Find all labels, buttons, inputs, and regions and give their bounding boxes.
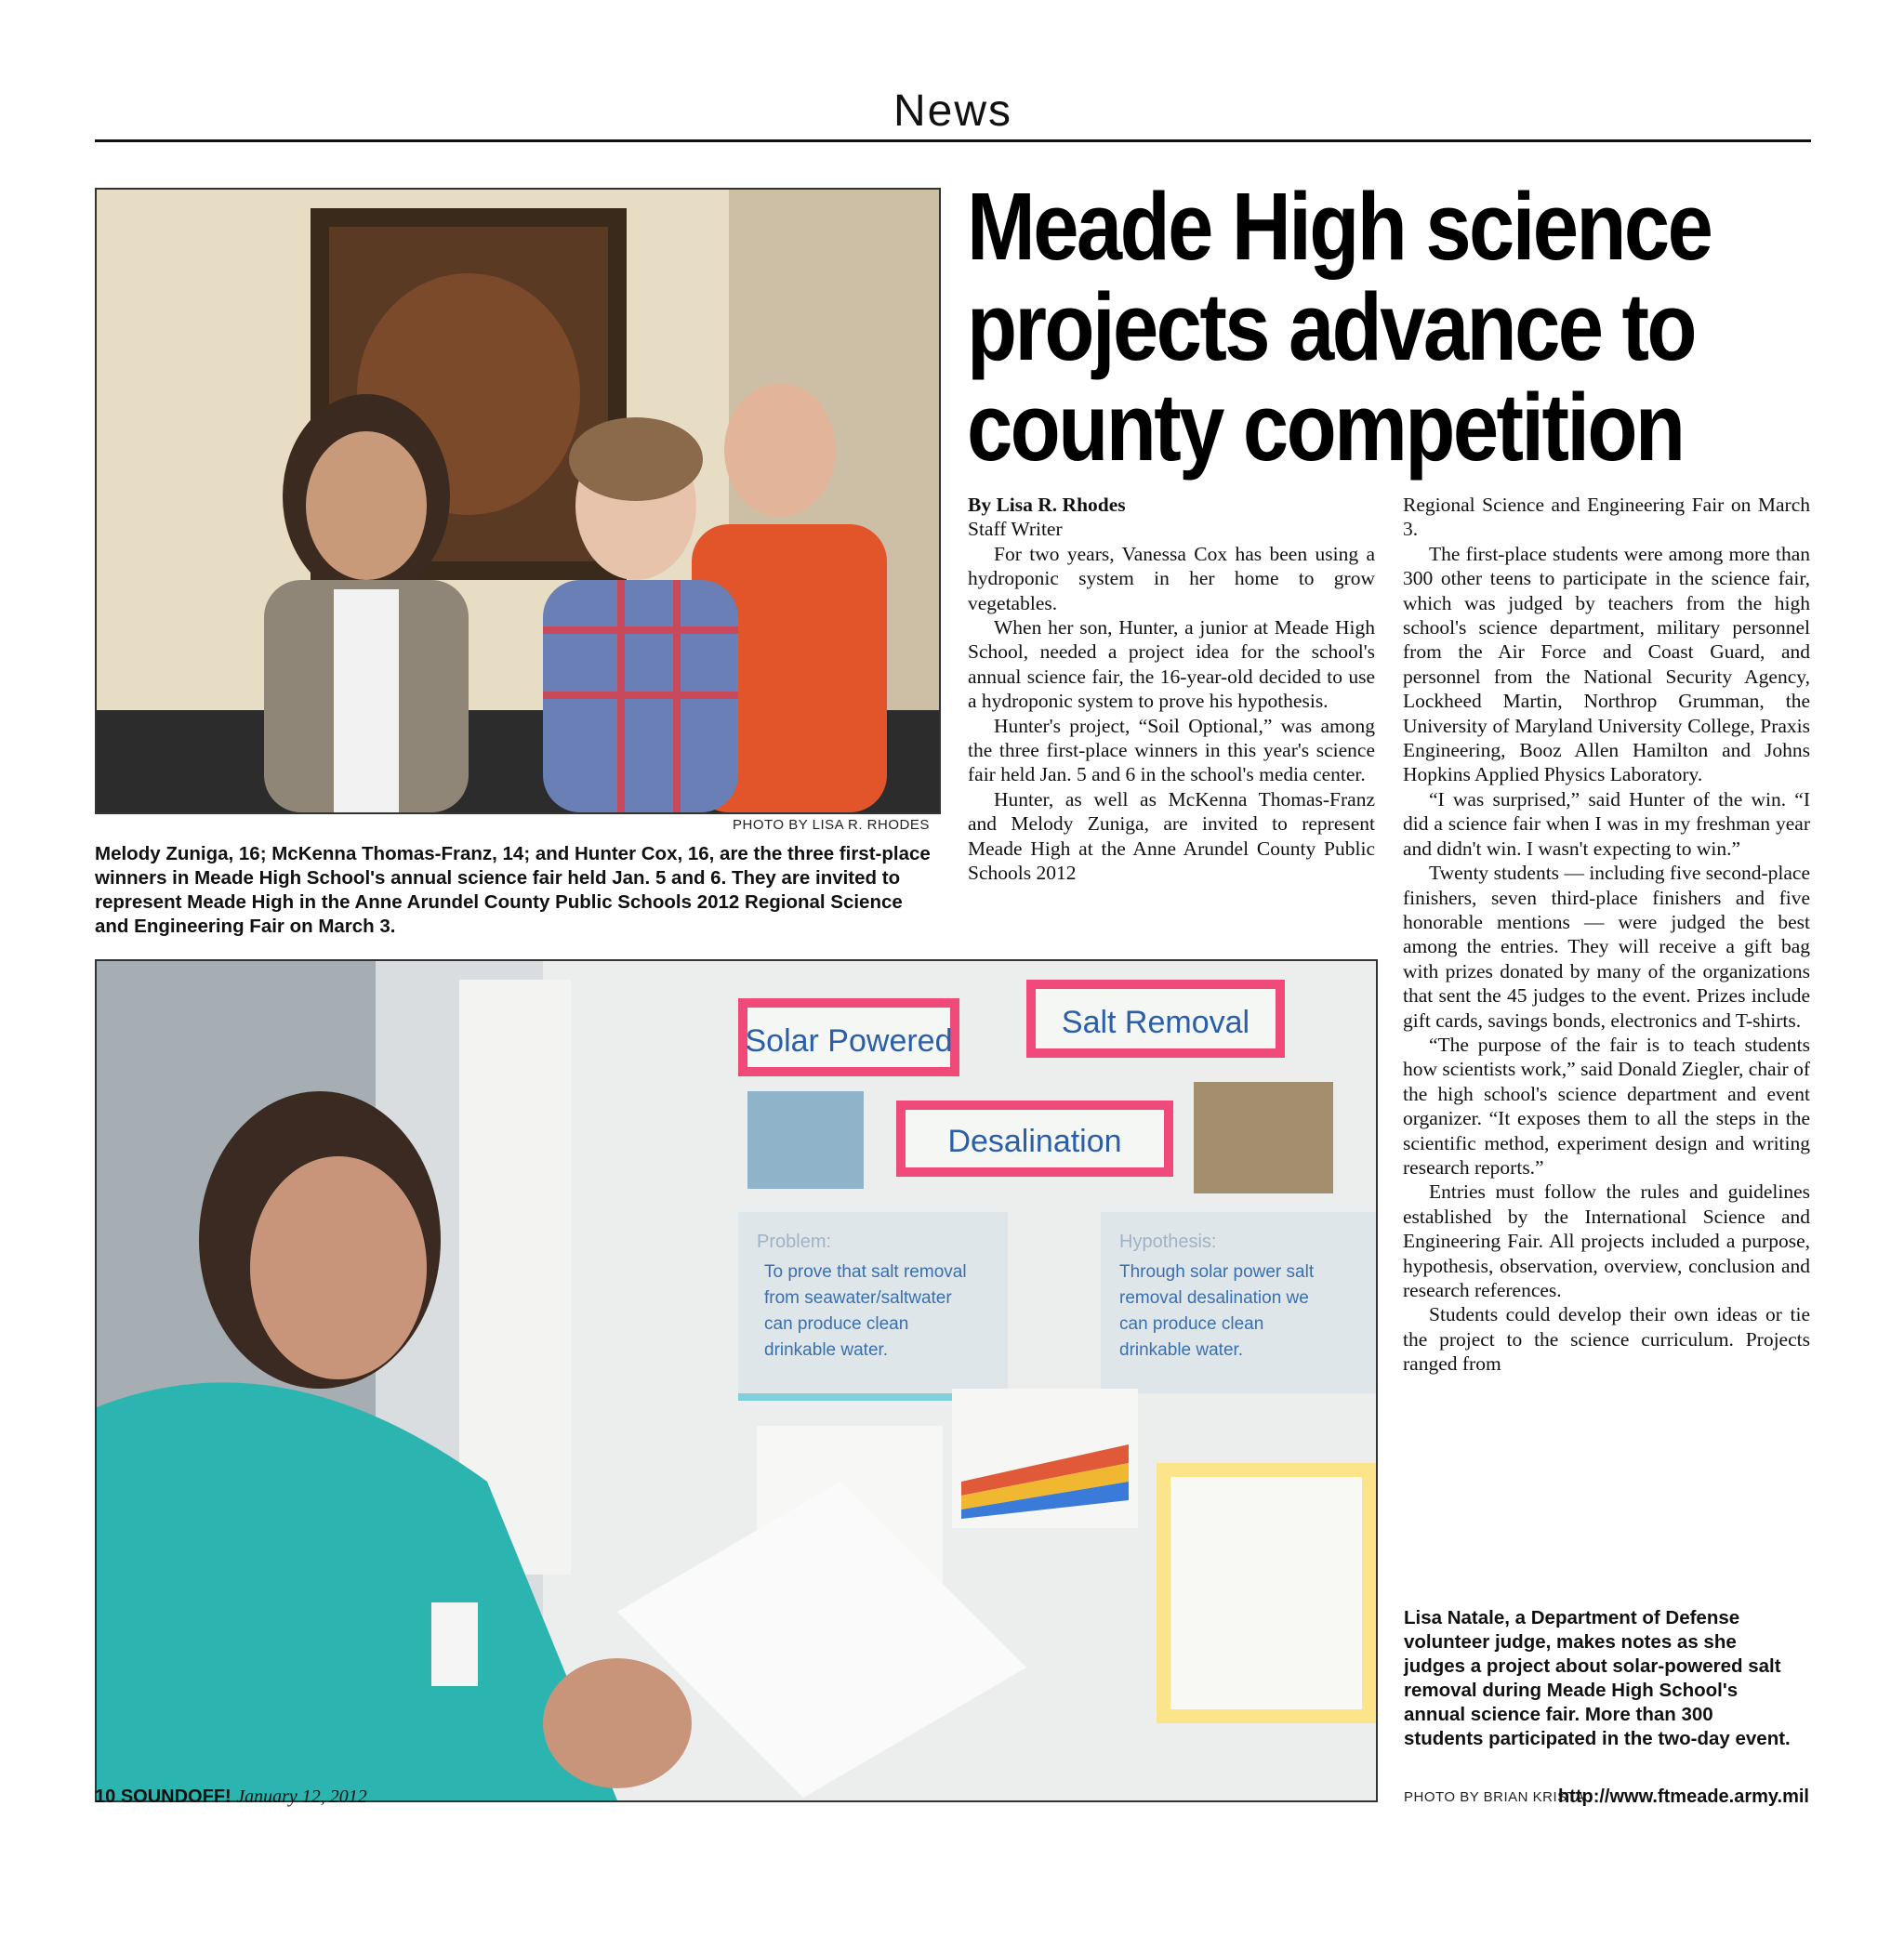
photo2-credit: PHOTO BY BRIAN KRISTA bbox=[1404, 1789, 1585, 1805]
section-rule bbox=[95, 139, 1811, 142]
headline-line-1: Meade High science bbox=[967, 173, 1712, 280]
hypothesis-line: removal desalination we bbox=[1119, 1288, 1309, 1308]
photo2-cutline: Lisa Natale, a Department of Defense volunteer judge, makes notes as she judges a project about solar-powered salt removal during Meade High School's annual science fair. More than 300 students participated in the two-day event. bbox=[1404, 1607, 1791, 1749]
hypothesis-line: drinkable water. bbox=[1119, 1340, 1244, 1360]
students-photo bbox=[95, 188, 941, 814]
publication-name: SOUNDOFF! bbox=[120, 1786, 231, 1807]
headline bbox=[967, 173, 1712, 481]
photo1-credit: PHOTO BY LISA R. RHODES bbox=[733, 817, 930, 833]
paragraph: Entries must follow the rules and guidelines established by the International Science and Engineering Fair. All projects included a purpose, hypothesis, observation, overview, conclusion and research references. bbox=[1403, 1180, 1810, 1301]
headline-line-2: projects advance to bbox=[967, 273, 1695, 380]
paragraph: Twenty students — including five second-place finishers, seven third-place finishers and five honorable mentions — were judged the best among the entries. They will receive a gift bag with prizes donated by many of the organizations that sent the 45 judges to the event. Prizes include gift cards, savings bonds, electronics and T-shirts. bbox=[1403, 862, 1810, 1032]
board-label-desal: Desalination bbox=[947, 1124, 1122, 1159]
paragraph: “I was surprised,” said Hunter of the win. “I did a science fair when I was in my freshman year and didn't win. I wasn't expecting to win.” bbox=[1403, 787, 1810, 860]
problem-line: drinkable water. bbox=[764, 1340, 889, 1360]
problem-line: can produce clean bbox=[764, 1314, 909, 1334]
problem-heading: Problem: bbox=[757, 1232, 832, 1252]
paragraph: When her son, Hunter, a junior at Meade High School, needed a project idea for the school's annual science fair, the 16-year-old decided to use a hydroponic system to prove his hypothesis. bbox=[968, 616, 1375, 713]
science-board-photo bbox=[95, 959, 1378, 1802]
hypothesis-heading: Hypothesis: bbox=[1119, 1232, 1217, 1252]
article-column-2 bbox=[1403, 493, 1810, 1377]
page-number: 10 bbox=[95, 1786, 116, 1807]
byline-title: Staff Writer bbox=[968, 518, 1063, 541]
paragraph: Hunter, as well as McKenna Thomas-Franz and Melody Zuniga, are invited to represent Meade High at the Anne Arundel County Public Schools 2012 bbox=[968, 787, 1375, 885]
photo1-cutline: Melody Zuniga, 16; McKenna Thomas-Franz, 14; and Hunter Cox, 16, are the three first-place winners in Meade High School's annual science fair held Jan. 5 and 6. They are invited to represent Meade High in the Anne Arundel County Public Schools 2012 Regional Science and Engineering Fair on March 3. bbox=[95, 843, 931, 937]
paragraph-continued: Regional Science and Engineering Fair on March 3. bbox=[1403, 494, 1810, 541]
section-header: News bbox=[892, 86, 1013, 136]
byline: By Lisa R. Rhodes bbox=[968, 494, 1126, 516]
headline-line-3: county competition bbox=[967, 374, 1684, 481]
paragraph: Hunter's project, “Soil Optional,” was among the three first-place winners in this year's science fair held Jan. 5 and 6 in the school's media center. bbox=[968, 714, 1375, 786]
website-url[interactable]: http://www.ftmeade.army.mil bbox=[1557, 1786, 1809, 1807]
problem-line: To prove that salt removal bbox=[764, 1262, 967, 1282]
science-board-illustration bbox=[97, 961, 1376, 1800]
board-label-salt: Salt Removal bbox=[1061, 1005, 1250, 1040]
hypothesis-line: can produce clean bbox=[1119, 1314, 1264, 1334]
problem-line: from seawater/saltwater bbox=[764, 1288, 952, 1308]
page-folio bbox=[95, 1786, 367, 1808]
board-label-solar: Solar Powered bbox=[745, 1023, 953, 1059]
paragraph: The first-place students were among more than 300 other teens to participate in the science fair, which was judged by teachers from the high school's science department, military personnel from the Air Force and Coast Guard, and personnel from the National Security Agency, Lockheed Martin, Northrop Grumman, the University of Maryland University College, Praxis Engineering, Booz Allen Hamilton and Johns Hopkins Applied Physics Laboratory. bbox=[1403, 542, 1810, 786]
paragraph: “The purpose of the fair is to teach students how scientists work,” said Donald Ziegler, chair of the high school's science department and event organizer. “It exposes them to all the steps in the scientific method, experiment design and writing research reports.” bbox=[1403, 1033, 1810, 1179]
paragraph: For two years, Vanessa Cox has been using a hydroponic system in her home to grow vegetables. bbox=[968, 542, 1375, 614]
paragraph: Students could develop their own ideas or tie the project to the science curriculum. Projects ranged from bbox=[1403, 1303, 1810, 1376]
issue-date: January 12, 2012 bbox=[236, 1786, 367, 1807]
hypothesis-line: Through solar power salt bbox=[1119, 1262, 1315, 1282]
students-photo-illustration bbox=[97, 190, 939, 812]
article-column-1 bbox=[968, 493, 1375, 886]
